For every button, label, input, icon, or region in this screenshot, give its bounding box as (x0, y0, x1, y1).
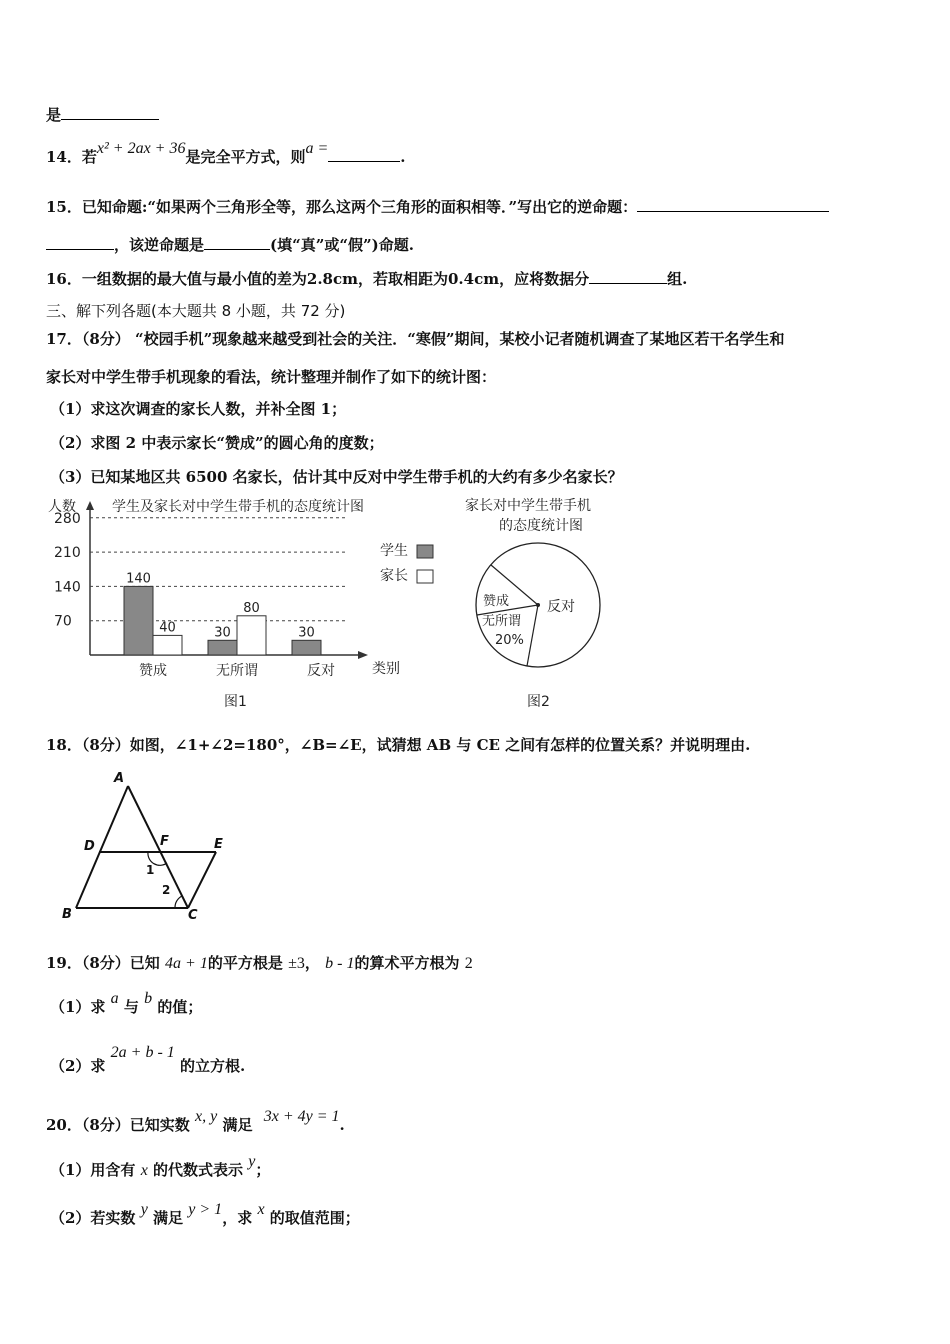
x-tick-label: 反对 (307, 663, 335, 679)
slice-label-approve: 赞成 (483, 594, 510, 609)
question-19-sub1: （1）求 a 与 b 的值； (50, 990, 203, 1016)
y-axis-label: 人数 (48, 499, 76, 515)
x-axis-label: 类别 (372, 661, 400, 677)
bar-学生-反对 (292, 640, 321, 655)
bar-value-label: 30 (298, 625, 315, 641)
slice-percent-indifferent: 20% (495, 633, 524, 648)
question-20-sub1: （1）用含有 x 的代数式表示 y； (50, 1153, 271, 1179)
question-20-sub2: （2）若实数 y 满足 y > 1，求 x 的取值范围； (50, 1201, 360, 1227)
figure-1-caption: 图1 (224, 694, 247, 710)
geometry-figure (56, 768, 256, 928)
question-17-sub2: （2）求图 2 中表示家长“赞成”的圆心角的度数； (50, 434, 384, 452)
point-F: F (160, 834, 169, 849)
answer-blank[interactable] (61, 105, 159, 120)
question-17-line1: 17．（8分） “校园手机”现象越来越受到社会的关注．“寒假”期间，某校小记者随机调查了某地区若干名学生和 (46, 330, 785, 348)
angle-1-label: 1 (146, 863, 155, 877)
question-16: 16．一组数据的最大值与最小值的差为2.8cm，若取相距为0.4cm，应将数据分 组. (46, 270, 688, 288)
bar-value-label: 30 (214, 625, 231, 641)
answer-blank[interactable] (589, 269, 667, 284)
question-14: 14．若x² + 2ax + 36是完全平方式，则a = . (46, 140, 406, 166)
slice-label-oppose: 反对 (547, 599, 575, 615)
answer-blank[interactable] (46, 235, 114, 250)
question-17-sub3: （3）已知某地区共 6500 名家长，估计其中反对中学生带手机的大约有多少名家长？ (50, 468, 623, 486)
point-A: A (114, 771, 125, 786)
angle-2-arc (175, 896, 182, 908)
question-17-line2: 家长对中学生带手机现象的看法，统计整理并制作了如下的统计图： (46, 368, 497, 386)
y-axis-arrow (86, 501, 94, 510)
pie-chart (455, 492, 655, 712)
figure-2-caption: 图2 (527, 694, 550, 710)
legend-swatch-parents (417, 570, 433, 583)
bar-学生-赞成 (124, 586, 153, 655)
slice-label-indifferent: 无所谓 (482, 614, 522, 629)
x-axis-arrow (358, 651, 368, 659)
bar-value-label: 40 (159, 620, 176, 636)
question-19-sub2: （2）求 2a + b - 1 的立方根. (50, 1044, 246, 1075)
point-B: B (62, 907, 72, 922)
pie-title-line2: 的态度统计图 (499, 518, 583, 534)
y-tick-label: 280 (54, 510, 81, 527)
point-E: E (214, 837, 223, 852)
legend-label-parents: 家长 (380, 568, 408, 584)
pie-center (536, 603, 540, 607)
bar-value-label: 80 (243, 600, 260, 616)
answer-blank[interactable] (204, 235, 270, 250)
segment-EC (188, 852, 216, 908)
x-tick-label: 无所谓 (216, 663, 258, 679)
legend-swatch-students (417, 545, 433, 558)
bar-家长-无所谓 (237, 616, 266, 655)
angle-2-label: 2 (162, 883, 171, 897)
y-tick-label: 70 (54, 613, 72, 630)
bar-value-label: 140 (126, 571, 151, 587)
q13-tail: 是 (46, 104, 159, 125)
section-3-heading: 三、解下列各题(本大题共 8 小题，共 72 分) (46, 302, 346, 320)
question-15-line2: ，该逆命题是 (填“真”或“假”)命题. (46, 234, 414, 255)
question-17-sub1: （1）求这次调查的家长人数，并补全图 1； (50, 400, 347, 418)
bar-学生-无所谓 (208, 640, 237, 655)
segment-AC (128, 786, 188, 908)
question-15-line1: 15．已知命题:“如果两个三角形全等，那么这两个三角形的面积相等．”写出它的逆命题： (46, 196, 829, 217)
pie-title-line1: 家长对中学生带手机 (465, 498, 591, 514)
y-tick-label: 140 (54, 579, 81, 596)
x-tick-label: 赞成 (139, 663, 167, 679)
legend-label-students: 学生 (380, 543, 408, 559)
legend (380, 542, 433, 584)
question-18: 18．（8分）如图，∠1+∠2=180°，∠B=∠E，试猜想 AB 与 CE 之间有怎样的位置关系？并说明理由. (46, 736, 751, 754)
y-tick-label: 210 (54, 545, 81, 562)
question-20: 20．（8分）已知实数 x, y 满足 3x + 4y = 1. (46, 1108, 345, 1134)
bar-家长-赞成 (153, 635, 182, 655)
chart-title: 学生及家长对中学生带手机的态度统计图 (112, 499, 364, 515)
point-C: C (188, 908, 198, 923)
point-D: D (84, 839, 95, 854)
bar-chart (40, 492, 440, 712)
answer-blank[interactable] (637, 197, 829, 212)
question-19: 19．（8分）已知 4a + 1的平方根是 ±3， b - 1的算术平方根为 2 (46, 954, 473, 972)
answer-blank[interactable] (328, 147, 400, 162)
